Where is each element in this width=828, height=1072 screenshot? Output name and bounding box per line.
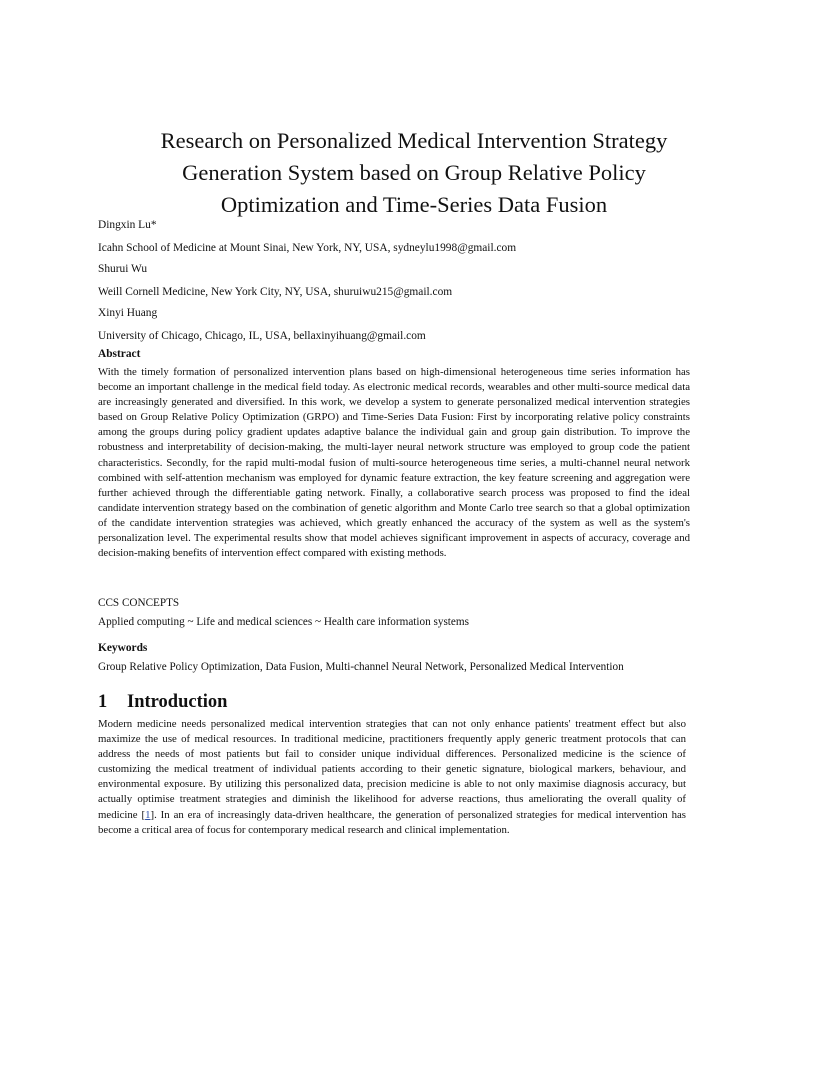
ccs-heading: CCS CONCEPTS (98, 597, 180, 609)
author-affiliation: Weill Cornell Medicine, New York City, NY, USA, shuruiwu215@gmail.com (98, 286, 453, 298)
keywords-list: Group Relative Policy Optimization, Data Fusion, Multi-channel Neural Network, Personalized Medical Intervention (98, 661, 624, 673)
author-block-3 (98, 306, 730, 344)
ccs-section (98, 596, 730, 630)
title-line: Research on Personalized Medical Intervention Strategy (160, 128, 668, 153)
section-number: 1 (98, 692, 108, 712)
author-name: Shurui Wu (98, 263, 148, 275)
introduction-body (98, 717, 686, 838)
title-line: Generation System based on Group Relative Policy (182, 160, 646, 185)
keywords-heading: Keywords (98, 642, 148, 654)
paper-title (90, 125, 738, 221)
author-name: Dingxin Lu* (98, 219, 157, 231)
author-block-1 (98, 218, 730, 256)
author-affiliation: University of Chicago, Chicago, IL, USA, bellaxinyihuang@gmail.com (98, 330, 426, 342)
author-block-2 (98, 262, 730, 300)
ccs-concepts: Applied computing ~ Life and medical sciences ~ Health care information systems (98, 616, 469, 628)
abstract-heading: Abstract (98, 348, 141, 360)
intro-paragraph (98, 717, 686, 838)
author-name: Xinyi Huang (98, 307, 158, 319)
intro-text-part: Modern medicine needs personalized medical intervention strategies that can not only enhance patients' treatment effect but also maximize the use of medical resources. In traditional medicine, practitioners frequently apply generic treatment protocols that can address the needs of most patients but fail to consider unique individual differences. Personalized medicine is the science of customizing the medical treatment of individual patients according to their genetic signature, biological markers, behaviour, and environmental exposure. By utilizing this personalized data, precision medicine is able to not only maximise diagnosis accuracy, but actually optimise treatment strategies and diminish the likelihood for adverse reactions, thus ameliorating the overall quality of medicine [ (98, 718, 686, 821)
section-title: Introduction (127, 692, 228, 712)
author-affiliation: Icahn School of Medicine at Mount Sinai, New York, NY, USA, sydneylu1998@gmail.com (98, 242, 517, 254)
intro-text-part: ]. In an era of increasingly data-driven healthcare, the generation of personalized strategies for medical intervention has become a critical area of focus for contemporary medical research and clinical implementation. (98, 808, 686, 836)
keywords-section (98, 641, 730, 675)
citation-link[interactable]: 1 (145, 808, 151, 821)
introduction-section (98, 691, 730, 713)
section-heading (98, 691, 730, 713)
abstract-body: With the timely formation of personalized intervention plans based on high-dimensional heterogeneous time series information has become an important challenge in the medical field today. As electronic medical records, wearables and other multi-source medical data are increasingly generated and diversified. In this work, we develop a system to generate personalized medical intervention strategies based on Group Relative Policy Optimization (GRPO) and Time-Series Data Fusion: First by incorporating relative policy constraints among the groups during policy gradient updates adaptive balance the individual gain and group gain distribution. To improve the robustness and interpretability of decision-making, the multi-layer neural network structure was employed to group code the patient characteristics. Secondly, for the rapid multi-modal fusion of multi-source heterogeneous time series, a multi-channel neural network combined with self-attention mechanism was employed for dynamic feature extraction, the key feature screening and aggregation were further achieved through the differentiable gating network. Finally, a collaborative search process was proposed to find the ideal candidate intervention strategy based on the combination of genetic algorithm and Monte Carlo tree search so that a global optimization of the candidate intervention strategies was achieved, which greatly enhanced the accuracy of the system as well as the system's personalization level. The experimental results show that model achieves significant improvement in aspects of accuracy, coverage and decision-making benefits of intervention effect compared with existing methods. (98, 366, 690, 560)
abstract-section (98, 347, 690, 561)
title-line: Optimization and Time-Series Data Fusion (220, 192, 608, 217)
